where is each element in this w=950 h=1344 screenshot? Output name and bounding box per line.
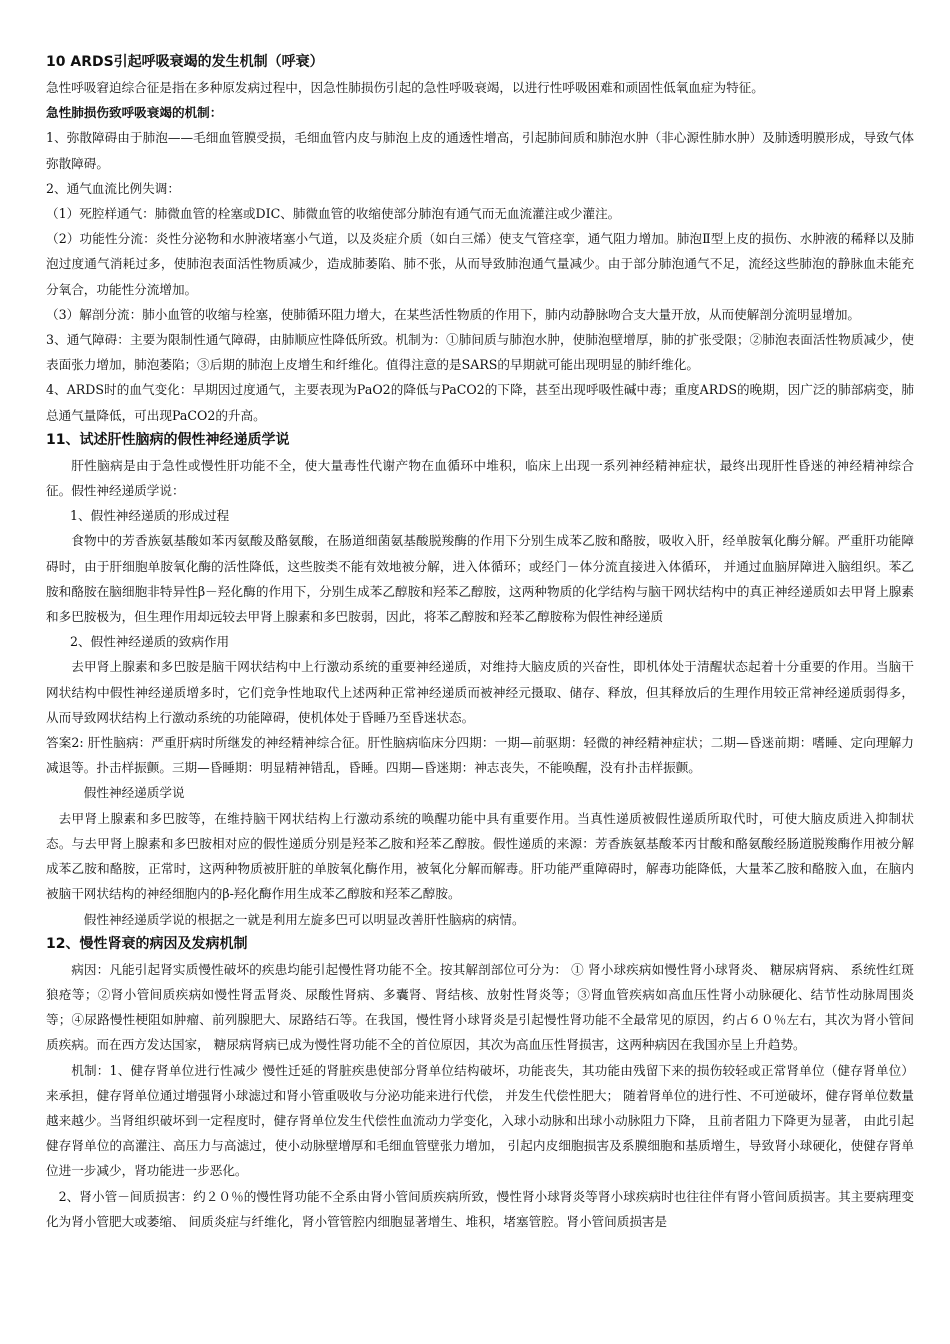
s11-intro: 肝性脑病是由于急性或慢性肝功能不全，使大量毒性代谢产物在血循环中堆积，临床上出现一系列神经精神症状，最终出现肝性昏迷的神经精神综合征。假性神经递质学说： (46, 457, 914, 499)
s11-answer-last: 假性神经递质学说的根据之一就是利用左旋多巴可以明显改善肝性脑病的病情。 (83, 911, 525, 927)
s10-p2a: （1）死腔样通气：肺微血管的栓塞或DIC、肺微血管的收缩使部分肺泡有通气而无血流灌注或少灌注。 (46, 206, 621, 222)
section-11-title: 11、试述肝性脑病的假性神经递质学说 (46, 431, 290, 448)
s12-mech: 机制：1、健存肾单位进行性减少 慢性迁延的肾脏疾患使部分肾单位结构破坏，功能丧失，其功能由残留下来的损伤较轻或正常肾单位（健存肾单位）来承担，健存肾单位通过增强肾小球滤过和肾小管重吸收与分泌功能来进行代偿， 并发生代偿性肥大； 随着肾单位的进行性、不可逆破坏，健存肾单位数量越来越少。当肾组织破坏到一定程度时，健存肾单位发生代偿性血流动力学变化，入球小动脉和出球小动脉阻力下降， 且前者阻力下降更为显著， 由此引起健存肾单位的高灌注、高压力与高滤过，使小动脉壁增厚和毛细血管壁张力增加， 引起内皮细胞损害及系膜细胞和基质增生，导致肾小球硬化，使健存肾单位进一步减少，肾功能进一步恶化。 (46, 1062, 914, 1179)
section-10-title: 10 ARDS引起呼吸衰竭的发生机制（呼衰） (46, 54, 324, 70)
s10-p1: 1、弥散障碍由于肺泡——毛细血管膜受损，毛细血管内皮与肺泡上皮的通透性增高，引起肺间质和肺泡水肿（非心源性肺水肿）及肺透明膜形成，导致气体弥散障碍。 (46, 130, 914, 171)
s10-p2b: （2）功能性分流：炎性分泌物和水肿液堵塞小气道，以及炎症介质（如白三烯）使支气管痉挛，通气阻力增加。肺泡Ⅱ型上皮的损伤、水肿液的稀释以及肺泡过度通气消耗过多，使肺泡表面活性物质减少，造成肺萎陷、肺不张，从而导致肺泡通气量减少。由于部分肺泡通气不足，流经这些肺泡的静脉血未能充分氧合，功能性分流增加。 (46, 231, 914, 297)
s12-cause: 病因：凡能引起肾实质慢性破坏的疾患均能引起慢性肾功能不全。按其解剖部位可分为： ① 肾小球疾病如慢性肾小球肾炎、 糖尿病肾病、 系统性红斑狼疮等；②肾小管间质疾病如慢性肾盂肾炎、尿酸性肾病、多囊肾、肾结核、放射性肾炎等；③肾血管疾病如高血压性肾小动脉硬化、结节性动脉周围炎等；④尿路慢性梗阻如肿瘤、前列腺肥大、尿路结石等。在我国，慢性肾小球肾炎是引起慢性肾功能不全最常见的原因，约占６０％左右，其次为肾小管间质疾病。而在西方发达国家， 糖尿病肾病已成为慢性肾功能不全的首位原因，其次为高血压性肾损害，这两种病因在我国亦呈上升趋势。 (46, 961, 914, 1053)
s10-p2: 2、通气血流比例失调： (46, 180, 180, 196)
s11-answer-p: 去甲肾上腺素和多巴胺等，在维持脑干网状结构上行激动系统的唤醒功能中具有重要作用。当真性递质被假性递质所取代时，可使大脑皮质进入抑制状态。与去甲肾上腺素和多巴胺相对应的假性递质分别是羟苯乙胺和羟苯乙醇胺。假性递质的来源：芳香族氨基酸苯丙甘酸和酪氨酸经肠道脱羧酶作用被分解成苯乙胺和酪胺，正常时，这两种物质被肝脏的单胺氧化酶作用，被氧化分解而解毒。肝功能严重障碍时，解毒功能降低，大量苯乙胺和酪胺入血，在脑内被脑干网状结构的神经细胞内的β-羟化酶作用生成苯乙醇胺和羟苯乙醇胺。 (46, 810, 914, 902)
s11-sub2: 2、假性神经递质的致病作用 (70, 634, 230, 650)
s11-answer-sub: 假性神经递质学说 (83, 785, 185, 801)
section-12-title: 12、慢性肾衰的病因及发病机制 (46, 935, 248, 952)
s10-p3: 3、通气障碍：主要为限制性通气障碍，由肺顺应性降低所致。机制为：①肺间质与肺泡水肿，使肺泡壁增厚，肺的扩张受限；②肺泡表面活性物质减少，使表面张力增加，肺泡萎陷；③后期的肺泡上皮增生和纤维化。值得注意的是SARS的早期就可能出现明显的肺纤维化。 (46, 332, 914, 373)
s10-subhead: 急性肺损伤致呼吸衰竭的机制： (46, 105, 223, 121)
s11-sub1: 1、假性神经递质的形成过程 (70, 508, 230, 524)
s11-answer: 答案2: 肝性脑病：严重肝病时所继发的神经精神综合征。肝性脑病临床分四期：一期—前驱期：轻微的神经精神症状；二期—昏迷前期：嗜睡、定向理解力减退等。扑击样振颤。三期—昏睡期：明显精神错乱，昏睡。四期—昏迷期：神志丧失，不能唤醒，没有扑击样振颤。 (46, 735, 914, 776)
s10-intro: 急性呼吸窘迫综合征是指在多种原发病过程中，因急性肺损伤引起的急性呼吸衰竭，以进行性呼吸困难和顽固性低氧血症为特征。 (46, 80, 764, 95)
s11-p2: 去甲肾上腺素和多巴胺是脑干网状结构中上行激动系统的重要神经递质，对维持大脑皮质的兴奋性，即机体处于清醒状态起着十分重要的作用。当脑干网状结构中假性神经递质增多时，它们竞争性地取代上述两种正常神经递质而被神经元摄取、储存、释放，但其释放后的生理作用较正常神经递质弱得多，从而导致网状结构上行激动系统的功能障碍，使机体处于昏睡乃至昏迷状态。 (46, 659, 914, 725)
s10-p4: 4、ARDS时的血气变化：早期因过度通气，主要表现为PaO2的降低与PaCO2的下降，甚至出现呼吸性碱中毒；重度ARDS的晚期，因广泛的肺部病变，肺总通气量降低，可出现PaCO2的升高。 (46, 382, 914, 423)
s11-p1: 食物中的芳香族氨基酸如苯丙氨酸及酪氨酸，在肠道细菌氨基酸脱羧酶的作用下分别生成苯乙胺和酪胺，吸收入肝，经单胺氧化酶分解。严重肝功能障碍时，由于肝细胞单胺氧化酶的活性降低，这些胺类不能有效地被分解，进入体循环；或经门－体分流直接进入体循环， 并通过血脑屏障进入脑组织。苯乙胺和酪胺在脑细胞非特异性β－羟化酶的作用下，分别生成苯乙醇胺和羟苯乙醇胺，这两种物质的化学结构与脑干网状结构中的真正神经递质如去甲肾上腺素和多巴胺极为，但生理作用却远较去甲肾上腺素和多巴胺弱，因此，将苯乙醇胺和羟苯乙醇胺称为假性神经递质 (46, 533, 914, 625)
s12-p2: 2、肾小管－间质损害：约２０％的慢性肾功能不全系由肾小管间质疾病所致，慢性肾小球肾炎等肾小球疾病时也往往伴有肾小管间质损害。其主要病理变化为肾小管肥大或萎缩、 间质炎症与纤维化，肾小管管腔内细胞显著增生、堆积，堵塞管腔。肾小管间质损害是 (46, 1188, 914, 1229)
s10-p2c: （3）解剖分流：肺小血管的收缩与栓塞，使肺循环阻力增大，在某些活性物质的作用下，肺内动静脉吻合支大量开放，从而使解剖分流明显增加。 (46, 306, 861, 322)
